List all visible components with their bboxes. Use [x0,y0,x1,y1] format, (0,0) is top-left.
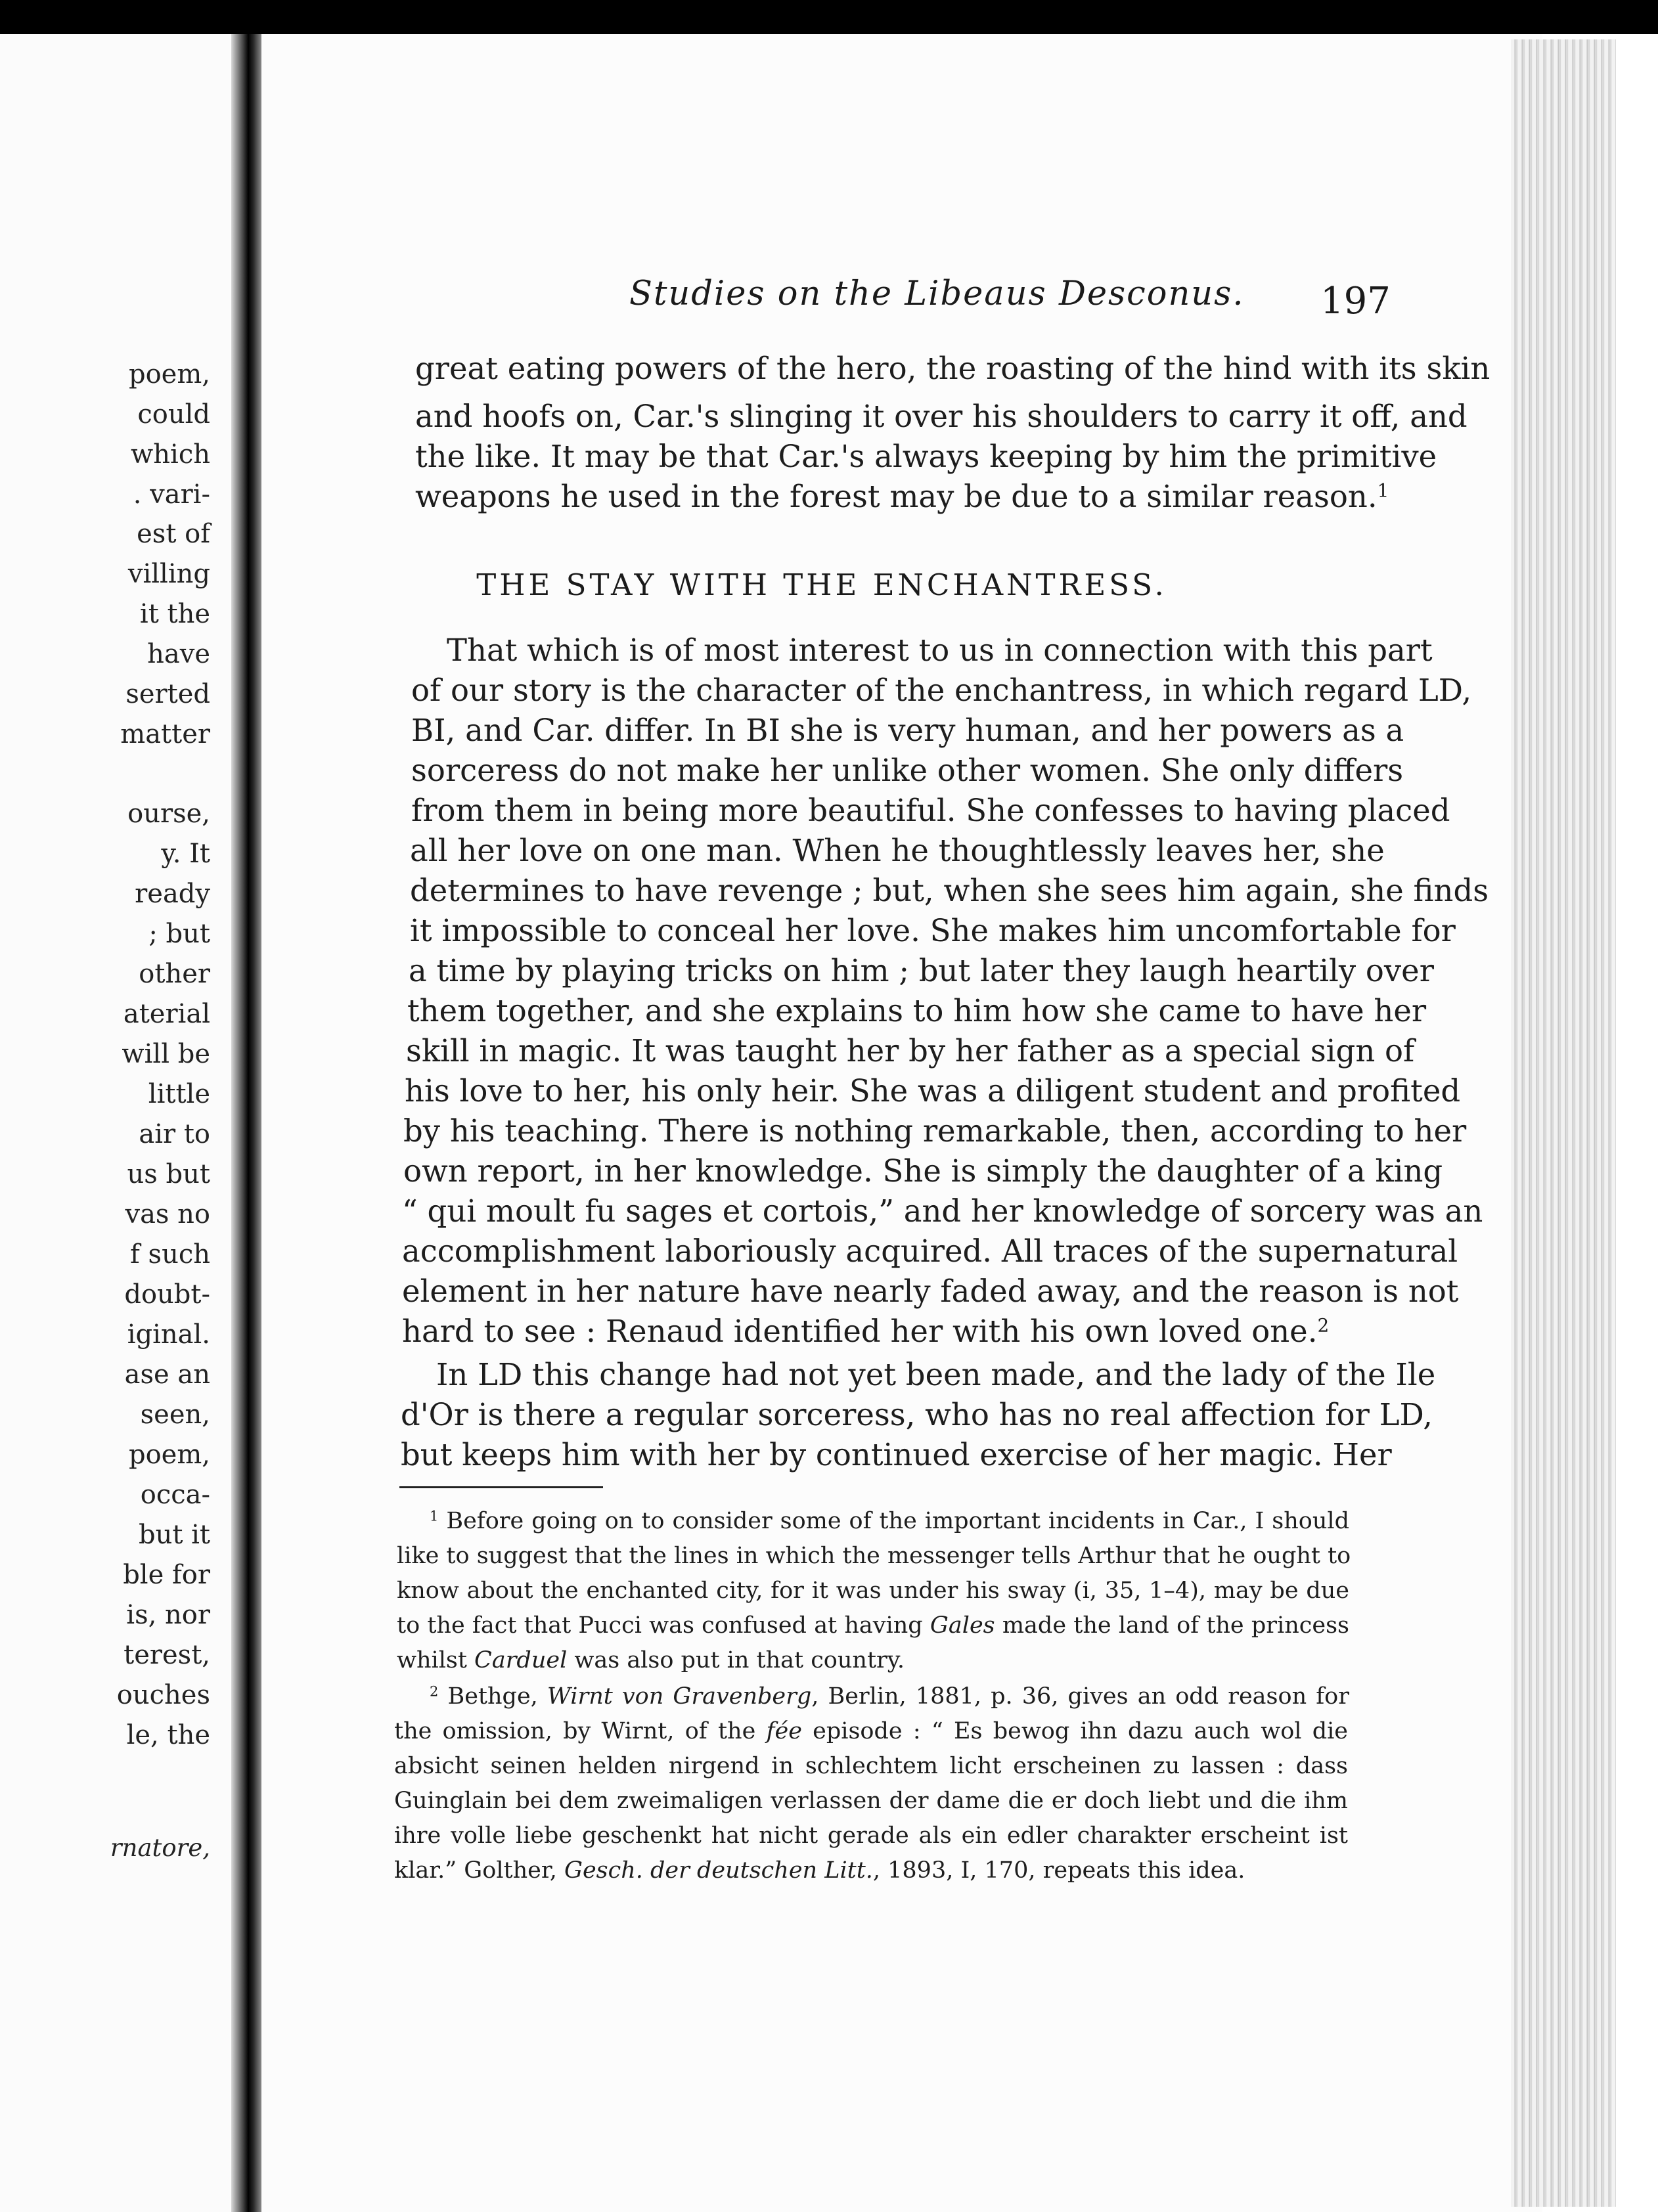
facing-page [0,34,244,2212]
page-edges [1511,39,1616,2207]
footnote-text: to the fact that Pucci was confused at having [397,1612,930,1639]
body-line: a time by playing tricks on him ; but later they laugh heartily over [409,953,1434,988]
body-line: skill in magic. It was taught her by her father as a special sign of [406,1033,1415,1069]
facing-page-fragment: will be [122,1039,210,1069]
facing-page-fragment: . vari- [133,479,210,510]
body-line: by his teaching. There is nothing remarkable, then, according to her [403,1113,1467,1149]
running-head: Studies on the Libeaus Desconus. [629,275,1245,313]
body-line: accomplishment laboriously acquired. All traces of the supernatural [402,1233,1458,1269]
footnote-1-line [397,1609,1349,1642]
body-line: all her love on one man. When he thoughtlessly leaves her, she [410,833,1385,868]
footnote-number: 1 [430,1508,439,1524]
footnote-italic: Wirnt von Gravenberg [547,1683,812,1710]
footnote-text: , 1893, I, 170, repeats this idea. [872,1857,1245,1884]
body-line: sorceress do not make her unlike other women. She only differs [411,753,1404,788]
body-line-last [415,478,1389,515]
footnote-text: Before going on to consider some of the important incidents in Car., I should [446,1508,1349,1534]
facing-page-fragment: it the [139,599,210,629]
footnote-2-line: Guinglain bei dem zweimaligen verlassen der dame die er doch liebt und die ihm [394,1788,1348,1814]
facing-page-fragment: iginal. [127,1319,210,1350]
facing-page-fragment: seen, [140,1400,210,1430]
body-line: his love to her, his only heir. She was a diligent student and profited [405,1073,1461,1109]
facing-page-fragment: us but [127,1159,210,1189]
facing-page-fragment: vas no [125,1199,210,1229]
footnote-1-line [430,1505,1349,1537]
facing-page-fragment: which [131,439,210,470]
footnote-number: 2 [430,1683,439,1700]
footnote-italic: Gales [930,1612,995,1639]
footnote-1-line: like to suggest that the lines in which the messenger tells Arthur that he ought to [397,1543,1351,1569]
facing-page-fragment: is, nor [126,1600,210,1630]
footnote-text: was also put in that country. [567,1647,905,1673]
book-gutter [231,34,263,2212]
facing-page-fragment: le, the [126,1720,210,1750]
footnote-1-line [397,1644,1349,1677]
facing-page-fragment: f such [130,1239,210,1270]
body-line: and hoofs on, Car.'s slinging it over his shoulders to carry it off, and [415,399,1468,434]
facing-page-fragment: y. It [161,839,210,869]
facing-page-fragment: other [139,959,210,989]
facing-page-fragment: ble for [123,1560,210,1590]
footnote-italic: fée [766,1718,802,1744]
footnote-2-line: absicht seinen helden nirgend in schlechtem licht erscheinen zu lassen : dass [394,1753,1348,1779]
footnote-2-line [430,1680,1349,1713]
footnote-text: klar.” Golther, [394,1857,564,1884]
body-line: from them in being more beautiful. She confesses to having placed [411,793,1450,828]
footnote-italic: Carduel [474,1647,568,1673]
body-line-text: weapons he used in the forest may be due to a similar reason. [415,479,1378,514]
facing-page-fragment: ase an [124,1360,210,1390]
section-heading: THE STAY WITH THE ENCHANTRESS. [476,567,1167,602]
footnote-2-line [394,1715,1348,1748]
facing-page-fragment: villing [127,559,210,589]
facing-page-fragment: poem, [128,359,210,389]
facing-page-fragment: ready [135,879,210,909]
body-line-last [402,1313,1353,1350]
footnote-rule [399,1486,603,1488]
body-line: element in her nature have nearly faded away, and the reason is not [402,1273,1459,1309]
footnote-text: the omission, by Wirnt, of the [394,1718,767,1744]
footnote-text: whilst [397,1647,475,1673]
footnote-2-line [394,1854,1348,1887]
scan-right-margin [1616,34,1658,2212]
body-line: d'Or is there a regular sorceress, who has no real affection for LD, [401,1397,1433,1432]
body-line: BI, and Car. differ. In BI she is very human, and her powers as a [411,713,1404,748]
body-line: determines to have revenge ; but, when she sees him again, she finds [410,873,1489,908]
facing-page-fragment: occa- [140,1480,210,1510]
footnote-2-line: ihre volle liebe geschenkt hat nicht gerade als ein edler charakter erscheint ist [394,1823,1348,1849]
body-line: “ qui moult fu sages et cortois,” and her knowledge of sorcery was an [402,1193,1483,1229]
footnote-1-line: know about the enchanted city, for it was under his sway (i, 35, 1–4), may be due [397,1578,1349,1604]
facing-page-fragment: could [137,399,210,430]
body-line-text: hard to see : Renaud identified her with his own loved one. [402,1314,1318,1349]
footnote-italic: Gesch. der deutschen Litt. [564,1857,873,1884]
facing-page-fragment: have [147,639,210,669]
footnote-text: Bethge, [447,1683,547,1710]
scan-top-border [0,0,1658,34]
facing-page-fragment: little [148,1079,210,1109]
body-line: the like. It may be that Car.'s always keeping by him the primitive [415,439,1437,474]
body-line: That which is of most interest to us in connection with this part [447,632,1433,668]
facing-page-fragment: air to [139,1119,210,1149]
footnote-text: , Berlin, 1881, p. 36, gives an odd reason for [811,1683,1349,1710]
body-line: it impossible to conceal her love. She makes him uncomfortable for [410,913,1456,948]
facing-page-fragment: ouches [116,1680,210,1710]
facing-page-fragment: poem, [128,1440,210,1470]
body-line: them together, and she explains to him how she came to have her [407,993,1427,1029]
footnote-reference: 2 [1317,1314,1330,1337]
facing-page-fragment: ourse, [127,799,210,829]
page-number: 197 [1320,280,1391,322]
body-line: great eating powers of the hero, the roasting of the hind with its skin [415,351,1490,386]
body-line: own report, in her knowledge. She is simply the daughter of a king [403,1153,1443,1189]
facing-page-fragment: est of [137,519,210,549]
facing-page-fragment: doubt- [124,1279,210,1310]
facing-page-fragment: but it [138,1520,210,1550]
facing-page-fragment: terest, [123,1640,210,1670]
facing-page-footnote-fragment: rnatore, [110,1834,210,1862]
body-line: but keeps him with her by continued exercise of her magic. Her [401,1437,1392,1472]
body-line: In LD this change had not yet been made, and the lady of the Ile [436,1357,1436,1392]
footnote-reference: 1 [1377,479,1389,502]
facing-page-fragment: matter [120,719,210,749]
body-line: of our story is the character of the enchantress, in which regard LD, [411,673,1472,708]
footnote-text: episode : “ Es bewog ihn dazu auch wol die [801,1718,1349,1744]
facing-page-fragment: aterial [123,999,210,1029]
footnote-text: made the land of the princess [995,1612,1349,1639]
facing-page-fragment: serted [125,679,210,709]
facing-page-fragment: ; but [148,919,210,949]
